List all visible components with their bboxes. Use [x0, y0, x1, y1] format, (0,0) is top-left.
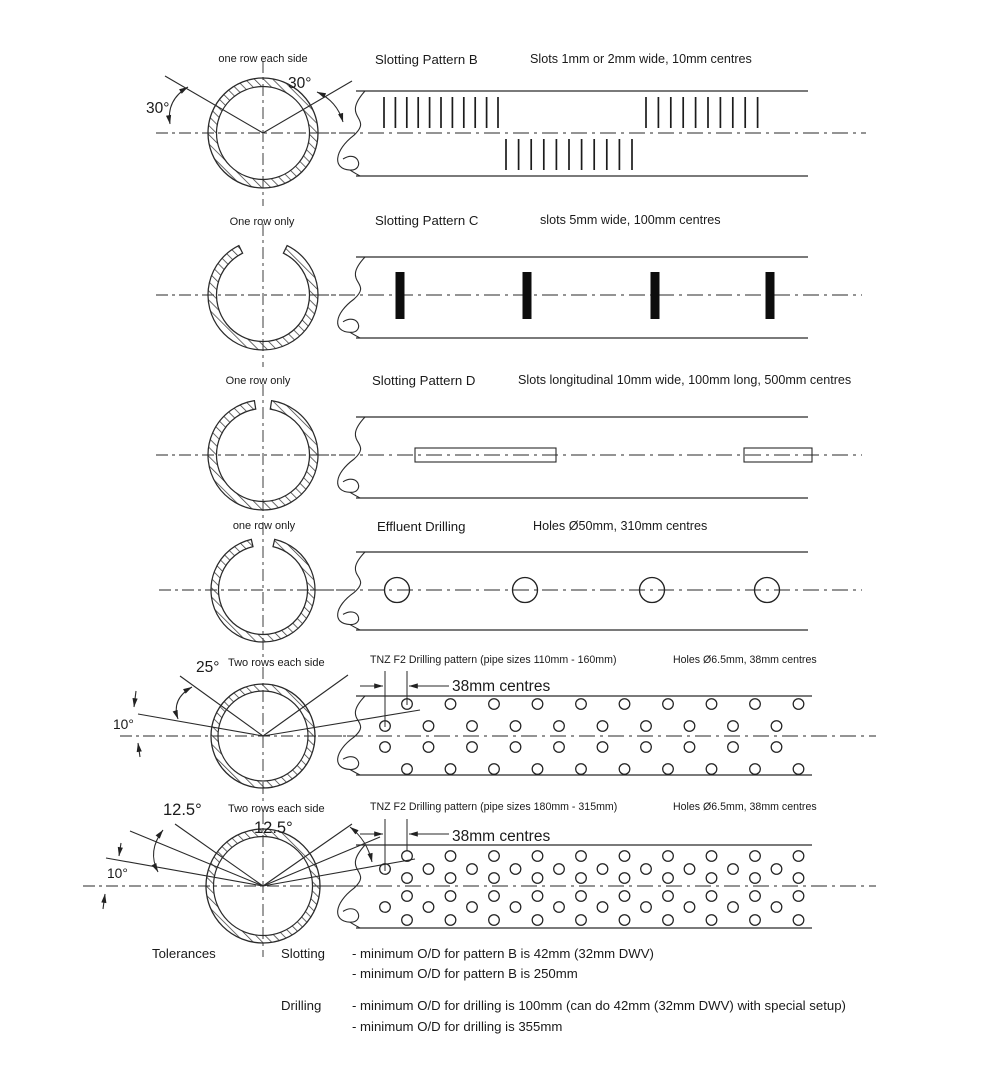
row1-angle-right-label: 30°: [288, 75, 312, 92]
row6-angle-10-label: 10°: [107, 866, 128, 881]
pattern-b-drawing: [156, 61, 866, 206]
row4-spec: Holes Ø50mm, 310mm centres: [533, 519, 708, 533]
row1-side-label: one row each side: [218, 53, 308, 65]
row5-title: TNZ F2 Drilling pattern (pipe sizes 110mm - 160mm): [370, 654, 617, 666]
tolerances-drilling-item: - minimum O/D for drilling is 355mm: [352, 1019, 563, 1034]
row6-dim-label: 38mm centres: [452, 828, 551, 845]
row3-side-label: One row only: [225, 375, 291, 387]
row4-title: Effluent Drilling: [377, 519, 466, 534]
tolerances-drilling-label: Drilling: [281, 998, 322, 1013]
tolerances-heading: Tolerances: [152, 946, 216, 961]
pattern-c-drawing: [156, 224, 862, 367]
row4-side-label: one row only: [232, 520, 296, 532]
tolerances-drilling-item: - minimum O/D for drilling is 100mm (can do 42mm (32mm DWV) with special setup): [352, 998, 846, 1013]
tolerances-slotting-item: - minimum O/D for pattern B is 250mm: [352, 966, 578, 981]
effluent-drilling-drawing: [159, 523, 862, 658]
row6-angle-125-mid-label: 12.5°: [254, 819, 293, 837]
row6-spec: Holes Ø6.5mm, 38mm centres: [673, 801, 817, 813]
row1-spec: Slots 1mm or 2mm wide, 10mm centres: [530, 52, 752, 66]
row3-spec: Slots longitudinal 10mm wide, 100mm long, 500mm centres: [518, 373, 852, 387]
row1-angle-left-label: 30°: [146, 100, 170, 117]
row6-side-label: Two rows each side: [228, 803, 325, 815]
tolerances-slotting-item: - minimum O/D for pattern B is 42mm (32mm DWV): [352, 946, 654, 961]
row1-title: Slotting Pattern B: [375, 52, 478, 67]
row6-title: TNZ F2 Drilling pattern (pipe sizes 180mm - 315mm): [370, 801, 618, 813]
row2-side-label: One row only: [229, 216, 295, 228]
pattern-d-drawing: [156, 384, 862, 527]
tolerances-slotting-label: Slotting: [281, 946, 325, 961]
row2-title: Slotting Pattern C: [375, 213, 479, 228]
row3-title: Slotting Pattern D: [372, 373, 476, 388]
row5-dim-label: 38mm centres: [452, 678, 551, 695]
row5-spec: Holes Ø6.5mm, 38mm centres: [673, 654, 817, 666]
row2-spec: slots 5mm wide, 100mm centres: [540, 213, 721, 227]
row5-angle-25-label: 25°: [196, 659, 220, 676]
row6-angle-125-left-label: 12.5°: [163, 801, 202, 819]
row5-side-label: Two rows each side: [228, 657, 325, 669]
row5-angle-10-label: 10°: [113, 717, 134, 732]
tolerances-section: [152, 946, 846, 1034]
